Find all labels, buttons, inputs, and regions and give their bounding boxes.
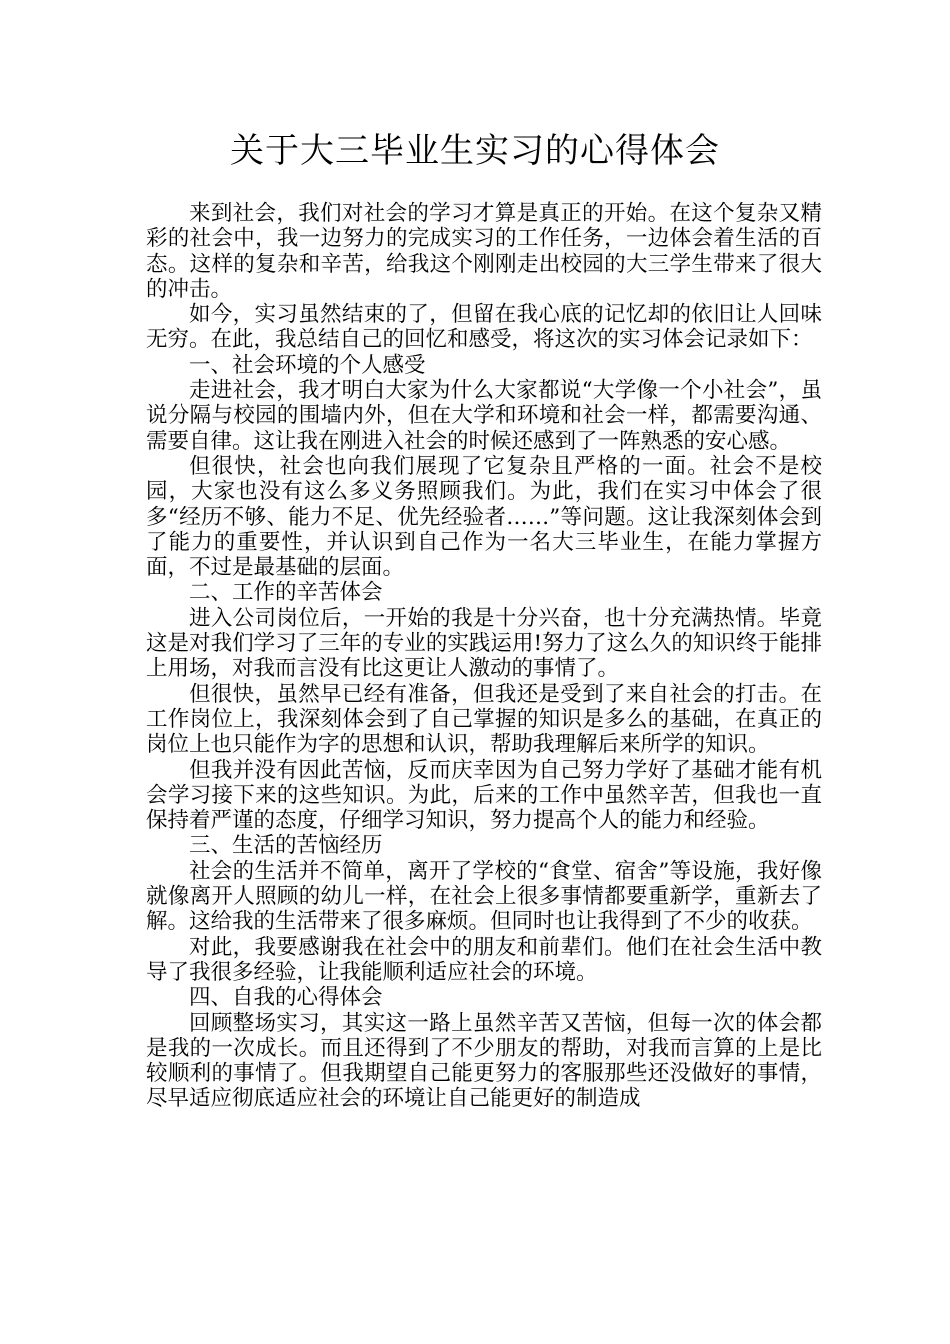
paragraph: 如今，实习虽然结束的了，但留在我心底的记忆却的依旧让人回味无穷。在此，我总结自己的回忆和感受，将这次的实习体会记录如下：	[146, 302, 822, 353]
paragraph: 社会的生活并不简单，离开了学校的“食堂、宿舍”等设施，我好像就像离开人照顾的幼儿一样，在社会上很多事情都要重新学，重新去了解。这给我的生活带来了很多麻烦。但同时也让我得到了不少的收获。	[146, 858, 822, 935]
section-heading: 三、生活的苦恼经历	[189, 833, 383, 859]
paragraph: 但很快，虽然早已经有准备，但我还是受到了来自社会的打击。在工作岗位上，我深刻体会到了自己掌握的知识是多么的基础，在真正的岗位上也只能作为字的思想和认识，帮助我理解后来所学的知识。	[146, 681, 822, 758]
paragraph: 但很快，社会也向我们展现了它复杂且严格的一面。社会不是校园，大家也没有这么多义务照顾我们。为此，我们在实习中体会了很多“经历不够、能力不足、优先经验者……”等问题。这让我深刻体会到了能力的重要性，并认识到自己作为一名大三毕业生，在能力掌握方面，不过是最基础的层面。	[146, 453, 822, 581]
section-heading: 一、社会环境的个人感受	[189, 352, 426, 378]
paragraph: 对此，我要感谢我在社会中的朋友和前辈们。他们在社会生活中教导了我很多经验，让我能顺利适应社会的环境。	[146, 934, 822, 985]
document-title: 关于大三毕业生实习的心得体会	[230, 131, 720, 171]
paragraph: 但我并没有因此苦恼，反而庆幸因为自己努力学好了基础才能有机会学习接下来的这些知识。为此，后来的工作中虽然辛苦，但我也一直保持着严谨的态度，仔细学习知识，努力提高个人的能力和经验。	[146, 757, 822, 834]
section-heading: 四、自我的心得体会	[189, 985, 383, 1011]
document-body	[146, 201, 822, 1112]
paragraph: 进入公司岗位后，一开始的我是十分兴奋，也十分充满热情。毕竟这是对我们学习了三年的专业的实践运用!努力了这么久的知识终于能排上用场，对我而言没有比这更让人激动的事情了。	[146, 605, 822, 682]
paragraph: 来到社会，我们对社会的学习才算是真正的开始。在这个复杂又精彩的社会中，我一边努力的完成实习的工作任务，一边体会着生活的百态。这样的复杂和辛苦，给我这个刚刚走出校园的大三学生带来了很大的冲击。	[146, 201, 822, 302]
section-heading: 二、工作的辛苦体会	[189, 580, 383, 606]
paragraph: 走进社会，我才明白大家为什么大家都说“大学像一个小社会”，虽说分隔与校园的围墙内外，但在大学和环境和社会一样，都需要沟通、需要自律。这让我在刚进入社会的时候还感到了一阵熟悉的安心感。	[146, 378, 822, 454]
paragraph: 回顾整场实习，其实这一路上虽然辛苦又苦恼，但每一次的体会都是我的一次成长。而且还得到了不少朋友的帮助，对我而言算的上是比较顺利的事情了。但我期望自己能更努力的客服那些还没做好的事情，尽早适应彻底适应社会的环境让自己能更好的制造成	[146, 1010, 822, 1112]
